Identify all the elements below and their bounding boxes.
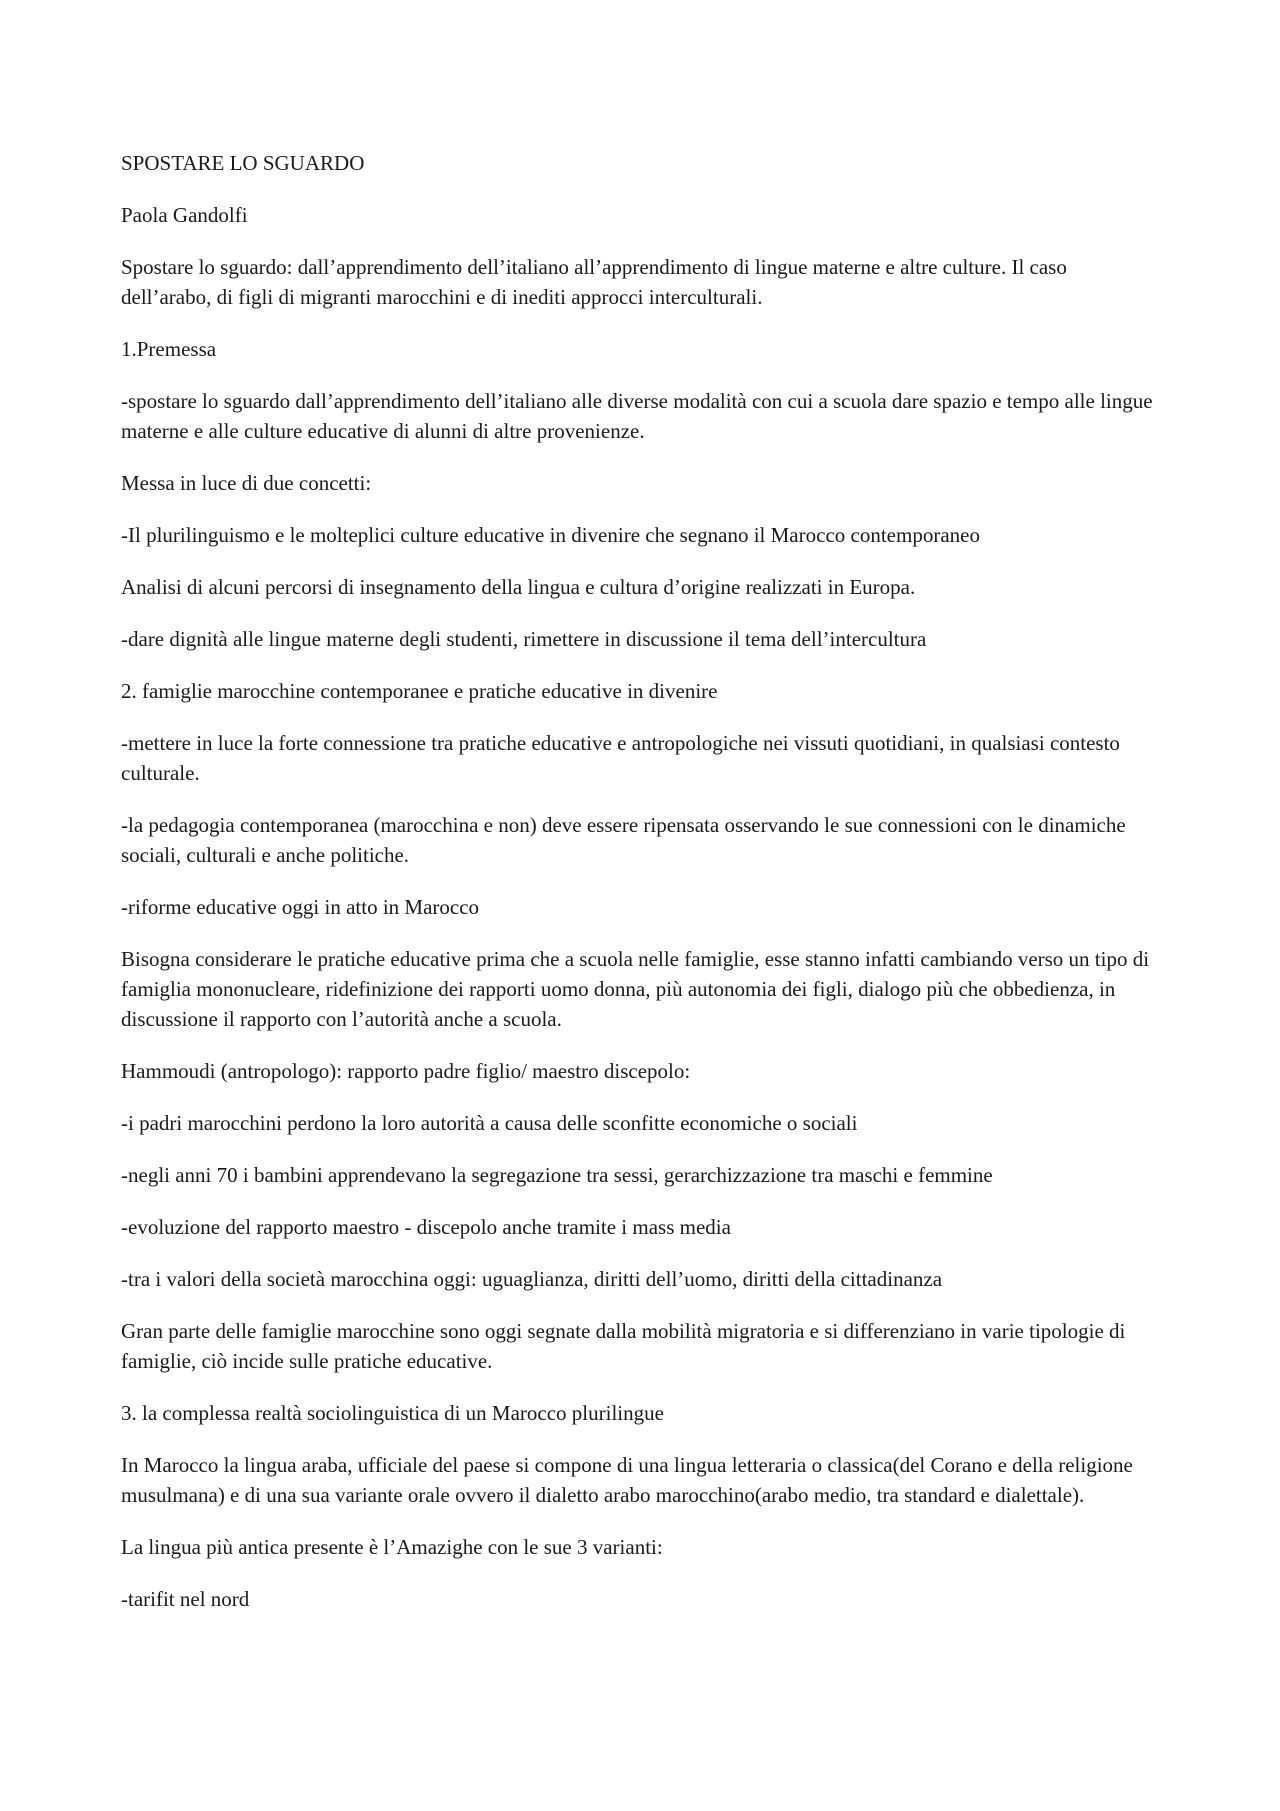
paragraph: Gran parte delle famiglie marocchine sono oggi segnate dalla mobilità migratoria e si differenziano in varie tipologie di famiglie, ciò incide sulle pratiche educative.	[121, 1319, 1126, 1373]
paragraph: Spostare lo sguardo: dall’apprendimento dell’italiano all’apprendimento di lingue materne e altre culture. Il caso dell’arabo, di figli di migranti marocchini e di inediti approcci interculturali.	[121, 255, 1067, 309]
paragraph: -tarifit nel nord	[121, 1587, 250, 1611]
paragraph: -mettere in luce la forte connessione tra pratiche educative e antropologiche nei vissuti quotidiani, in qualsiasi contesto culturale.	[121, 731, 1120, 785]
paragraph: -spostare lo sguardo dall’apprendimento dell’italiano alle diverse modalità con cui a scuola dare spazio e tempo alle lingue materne e alle culture educative di alunni di altre provenienze.	[121, 389, 1153, 443]
paragraph: Hammoudi (antropologo): rapporto padre figlio/ maestro discepolo:	[121, 1059, 691, 1083]
paragraph: Messa in luce di due concetti:	[121, 471, 372, 495]
section-heading: 3. la complessa realtà sociolinguistica di un Marocco plurilingue	[121, 1401, 664, 1425]
paragraph: -riforme educative oggi in atto in Marocco	[121, 895, 480, 919]
paragraph: Analisi di alcuni percorsi di insegnamento della lingua e cultura d’origine realizzati in Europa.	[121, 575, 916, 599]
document-body	[121, 148, 1161, 1636]
paragraph: -i padri marocchini perdono la loro autorità a causa delle sconfitte economiche o sociali	[121, 1111, 858, 1135]
document-title: SPOSTARE LO SGUARDO	[121, 151, 365, 175]
paragraph: -la pedagogia contemporanea (marocchina e non) deve essere ripensata osservando le sue connessioni con le dinamiche sociali, culturali e anche politiche.	[121, 813, 1126, 867]
paragraph: -tra i valori della società marocchina oggi: uguaglianza, diritti dell’uomo, diritti della cittadinanza	[121, 1267, 943, 1291]
section-heading: 1.Premessa	[121, 337, 217, 361]
section-heading: 2. famiglie marocchine contemporanee e pratiche educative in divenire	[121, 679, 718, 703]
paragraph: In Marocco la lingua araba, ufficiale del paese si compone di una lingua letteraria o classica(del Corano e della religione musulmana) e di una sua variante orale ovvero il dialetto arabo marocchino(arabo medio, tra standard e dialettale).	[121, 1453, 1133, 1507]
paragraph: -Il plurilinguismo e le molteplici culture educative in divenire che segnano il Marocco contemporaneo	[121, 523, 980, 547]
document-author: Paola Gandolfi	[121, 203, 248, 227]
paragraph: -negli anni 70 i bambini apprendevano la segregazione tra sessi, gerarchizzazione tra maschi e femmine	[121, 1163, 993, 1187]
paragraph: -evoluzione del rapporto maestro - discepolo anche tramite i mass media	[121, 1215, 731, 1239]
paragraph: -dare dignità alle lingue materne degli studenti, rimettere in discussione il tema dell’intercultura	[121, 627, 927, 651]
paragraph: La lingua più antica presente è l’Amazighe con le sue 3 varianti:	[121, 1535, 663, 1559]
paragraph: Bisogna considerare le pratiche educative prima che a scuola nelle famiglie, esse stanno infatti cambiando verso un tipo di famiglia mononucleare, ridefinizione dei rapporti uomo donna, più autonomia dei figli, dialogo più che obbedienza, in discussione il rapporto con l’autorità anche a scuola.	[121, 947, 1150, 1031]
